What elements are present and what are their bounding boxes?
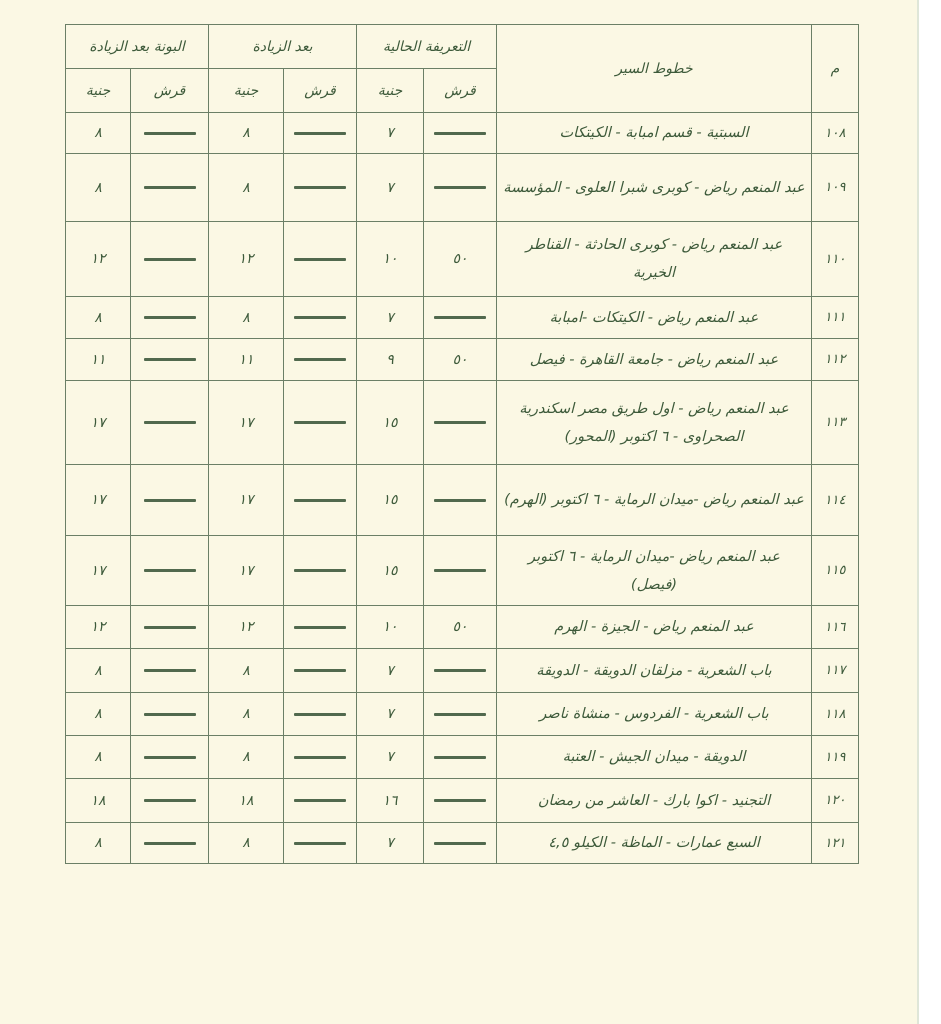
route-name: السبع عمارات - الماظة - الكيلو ٤,٥ xyxy=(497,823,812,864)
current-pound: ٩ xyxy=(357,339,424,381)
header-current-piaster: قرش xyxy=(424,69,497,113)
table-row xyxy=(66,606,859,649)
row-number: ١١٦ xyxy=(812,606,859,649)
row-number: ١١١ xyxy=(812,297,859,339)
pass-piaster xyxy=(131,536,209,606)
current-pound: ٧ xyxy=(357,113,424,154)
dash-placeholder xyxy=(294,669,346,672)
dash-placeholder xyxy=(294,358,346,361)
fare-table xyxy=(65,24,859,864)
dash-placeholder xyxy=(144,316,196,319)
pass-piaster xyxy=(131,465,209,536)
increase-piaster xyxy=(284,339,357,381)
current-pound: ٧ xyxy=(357,736,424,779)
current-pound: ١٥ xyxy=(357,465,424,536)
current-pound: ١٥ xyxy=(357,536,424,606)
dash-placeholder xyxy=(294,499,346,502)
dash-placeholder xyxy=(294,756,346,759)
row-number: ١١٨ xyxy=(812,693,859,736)
route-name: عبد المنعم رياض - جامعة القاهرة - فيصل xyxy=(497,339,812,381)
pass-pound: ٨ xyxy=(66,154,131,222)
dash-placeholder xyxy=(294,186,346,189)
pass-pound: ٨ xyxy=(66,297,131,339)
current-pound: ١٦ xyxy=(357,779,424,823)
current-piaster xyxy=(424,779,497,823)
pass-piaster xyxy=(131,113,209,154)
increase-pound: ٨ xyxy=(209,649,284,693)
pass-piaster xyxy=(131,649,209,693)
pass-piaster xyxy=(131,339,209,381)
row-number: ١٠٨ xyxy=(812,113,859,154)
current-pound: ٧ xyxy=(357,649,424,693)
dash-placeholder xyxy=(144,842,196,845)
dash-placeholder xyxy=(294,316,346,319)
row-number: ١١٧ xyxy=(812,649,859,693)
increase-pound: ٨ xyxy=(209,297,284,339)
route-name: عبد المنعم رياض -ميدان الرماية - ٦ اكتوبر (فيصل) xyxy=(497,536,812,606)
current-piaster xyxy=(424,381,497,465)
dash-placeholder xyxy=(434,756,486,759)
increase-piaster xyxy=(284,606,357,649)
dash-placeholder xyxy=(294,569,346,572)
header-current-pound: جنية xyxy=(357,69,424,113)
route-name: عبد المنعم رياض - كوبرى شبرا العلوى - المؤسسة xyxy=(497,154,812,222)
table-row xyxy=(66,339,859,381)
dash-placeholder xyxy=(144,569,196,572)
dash-placeholder xyxy=(294,258,346,261)
increase-pound: ١٢ xyxy=(209,222,284,297)
dash-placeholder xyxy=(144,358,196,361)
route-name: عبد المنعم رياض - اول طريق مصر اسكندرية الصحراوى - ٦ اكتوبر (المحور) xyxy=(497,381,812,465)
increase-pound: ١٢ xyxy=(209,606,284,649)
pass-pound: ١١ xyxy=(66,339,131,381)
pass-piaster xyxy=(131,154,209,222)
pass-piaster xyxy=(131,606,209,649)
row-number: ١١٥ xyxy=(812,536,859,606)
dash-placeholder xyxy=(144,421,196,424)
current-piaster: ٥٠ xyxy=(424,222,497,297)
dash-placeholder xyxy=(434,499,486,502)
dash-placeholder xyxy=(434,842,486,845)
current-pound: ٧ xyxy=(357,823,424,864)
table-row xyxy=(66,693,859,736)
dash-placeholder xyxy=(294,799,346,802)
pass-piaster xyxy=(131,823,209,864)
row-number: ١١٩ xyxy=(812,736,859,779)
increase-piaster xyxy=(284,693,357,736)
pass-piaster xyxy=(131,222,209,297)
header-pass-piaster: قرش xyxy=(131,69,209,113)
header-route: خطوط السير xyxy=(497,25,812,113)
pass-pound: ٨ xyxy=(66,736,131,779)
pass-pound: ١٧ xyxy=(66,381,131,465)
header-number: م xyxy=(812,25,859,113)
row-number: ١٢١ xyxy=(812,823,859,864)
route-name: عبد المنعم رياض - كوبرى الحادثة - القناطر الخيرية xyxy=(497,222,812,297)
dash-placeholder xyxy=(434,316,486,319)
current-pound: ١٠ xyxy=(357,222,424,297)
dash-placeholder xyxy=(144,499,196,502)
header-pass-pound: جنية xyxy=(66,69,131,113)
dash-placeholder xyxy=(294,842,346,845)
current-piaster xyxy=(424,297,497,339)
dash-placeholder xyxy=(144,186,196,189)
dash-placeholder xyxy=(144,626,196,629)
row-number: ١١٢ xyxy=(812,339,859,381)
table-row xyxy=(66,536,859,606)
table-row xyxy=(66,222,859,297)
table-row xyxy=(66,113,859,154)
dash-placeholder xyxy=(434,713,486,716)
pass-pound: ٨ xyxy=(66,823,131,864)
pass-pound: ١٢ xyxy=(66,606,131,649)
increase-pound: ٨ xyxy=(209,823,284,864)
dash-placeholder xyxy=(434,132,486,135)
table-row xyxy=(66,649,859,693)
dash-placeholder xyxy=(144,669,196,672)
increase-pound: ٨ xyxy=(209,736,284,779)
current-pound: ١٠ xyxy=(357,606,424,649)
increase-pound: ٨ xyxy=(209,113,284,154)
pass-pound: ١٢ xyxy=(66,222,131,297)
increase-piaster xyxy=(284,536,357,606)
route-name: عبد المنعم رياض - الجيزة - الهرم xyxy=(497,606,812,649)
pass-piaster xyxy=(131,693,209,736)
table-row xyxy=(66,154,859,222)
pass-pound: ٨ xyxy=(66,649,131,693)
pass-piaster xyxy=(131,779,209,823)
increase-pound: ١٧ xyxy=(209,381,284,465)
table-row xyxy=(66,297,859,339)
dash-placeholder xyxy=(144,799,196,802)
dash-placeholder xyxy=(434,669,486,672)
table-row xyxy=(66,465,859,536)
pass-pound: ٨ xyxy=(66,113,131,154)
header-pass-after-increase: البونة بعد الزيادة xyxy=(66,25,209,69)
increase-piaster xyxy=(284,823,357,864)
increase-pound: ١٧ xyxy=(209,465,284,536)
dash-placeholder xyxy=(144,258,196,261)
route-name: عبد المنعم رياض -ميدان الرماية - ٦ اكتوبر (الهرم) xyxy=(497,465,812,536)
current-pound: ٧ xyxy=(357,154,424,222)
pass-piaster xyxy=(131,381,209,465)
increase-piaster xyxy=(284,779,357,823)
dash-placeholder xyxy=(144,132,196,135)
pass-piaster xyxy=(131,736,209,779)
increase-piaster xyxy=(284,154,357,222)
dash-placeholder xyxy=(294,132,346,135)
dash-placeholder xyxy=(434,421,486,424)
route-name: عبد المنعم رياض - الكيتكات -امبابة xyxy=(497,297,812,339)
increase-piaster xyxy=(284,381,357,465)
increase-pound: ١٨ xyxy=(209,779,284,823)
current-pound: ٧ xyxy=(357,297,424,339)
dash-placeholder xyxy=(434,186,486,189)
row-number: ١٢٠ xyxy=(812,779,859,823)
route-name: باب الشعرية - مزلقان الدويقة - الدويقة xyxy=(497,649,812,693)
current-piaster xyxy=(424,113,497,154)
dash-placeholder xyxy=(434,569,486,572)
pass-pound: ٨ xyxy=(66,693,131,736)
header-increase-pound: جنية xyxy=(209,69,284,113)
increase-piaster xyxy=(284,113,357,154)
row-number: ١٠٩ xyxy=(812,154,859,222)
pass-pound: ١٧ xyxy=(66,536,131,606)
row-number: ١١٤ xyxy=(812,465,859,536)
current-piaster xyxy=(424,693,497,736)
table-row xyxy=(66,381,859,465)
route-name: باب الشعرية - الفردوس - منشاة ناصر xyxy=(497,693,812,736)
dash-placeholder xyxy=(144,713,196,716)
current-piaster xyxy=(424,536,497,606)
increase-piaster xyxy=(284,222,357,297)
route-name: التجنيد - اكوا بارك - العاشر من رمضان xyxy=(497,779,812,823)
current-piaster xyxy=(424,736,497,779)
header-increase-piaster: قرش xyxy=(284,69,357,113)
fare-table-body xyxy=(66,113,859,864)
header-current-fare: التعريفة الحالية xyxy=(357,25,497,69)
dash-placeholder xyxy=(294,421,346,424)
increase-piaster xyxy=(284,297,357,339)
current-piaster xyxy=(424,823,497,864)
current-piaster: ٥٠ xyxy=(424,339,497,381)
current-pound: ٧ xyxy=(357,693,424,736)
current-piaster xyxy=(424,154,497,222)
increase-pound: ١٧ xyxy=(209,536,284,606)
route-name: الدويقة - ميدان الجيش - العتبة xyxy=(497,736,812,779)
pass-pound: ١٨ xyxy=(66,779,131,823)
increase-piaster xyxy=(284,649,357,693)
header-after-increase: بعد الزيادة xyxy=(209,25,357,69)
table-row xyxy=(66,736,859,779)
current-piaster xyxy=(424,649,497,693)
route-name: السبتية - قسم امبابة - الكيتكات xyxy=(497,113,812,154)
dash-placeholder xyxy=(434,799,486,802)
table-row xyxy=(66,823,859,864)
dash-placeholder xyxy=(294,713,346,716)
row-number: ١١٠ xyxy=(812,222,859,297)
pass-piaster xyxy=(131,297,209,339)
increase-pound: ٨ xyxy=(209,693,284,736)
dash-placeholder xyxy=(294,626,346,629)
increase-piaster xyxy=(284,736,357,779)
current-piaster: ٥٠ xyxy=(424,606,497,649)
pass-pound: ١٧ xyxy=(66,465,131,536)
increase-pound: ٨ xyxy=(209,154,284,222)
increase-pound: ١١ xyxy=(209,339,284,381)
current-piaster xyxy=(424,465,497,536)
row-number: ١١٣ xyxy=(812,381,859,465)
table-row xyxy=(66,779,859,823)
increase-piaster xyxy=(284,465,357,536)
dash-placeholder xyxy=(144,756,196,759)
current-pound: ١٥ xyxy=(357,381,424,465)
